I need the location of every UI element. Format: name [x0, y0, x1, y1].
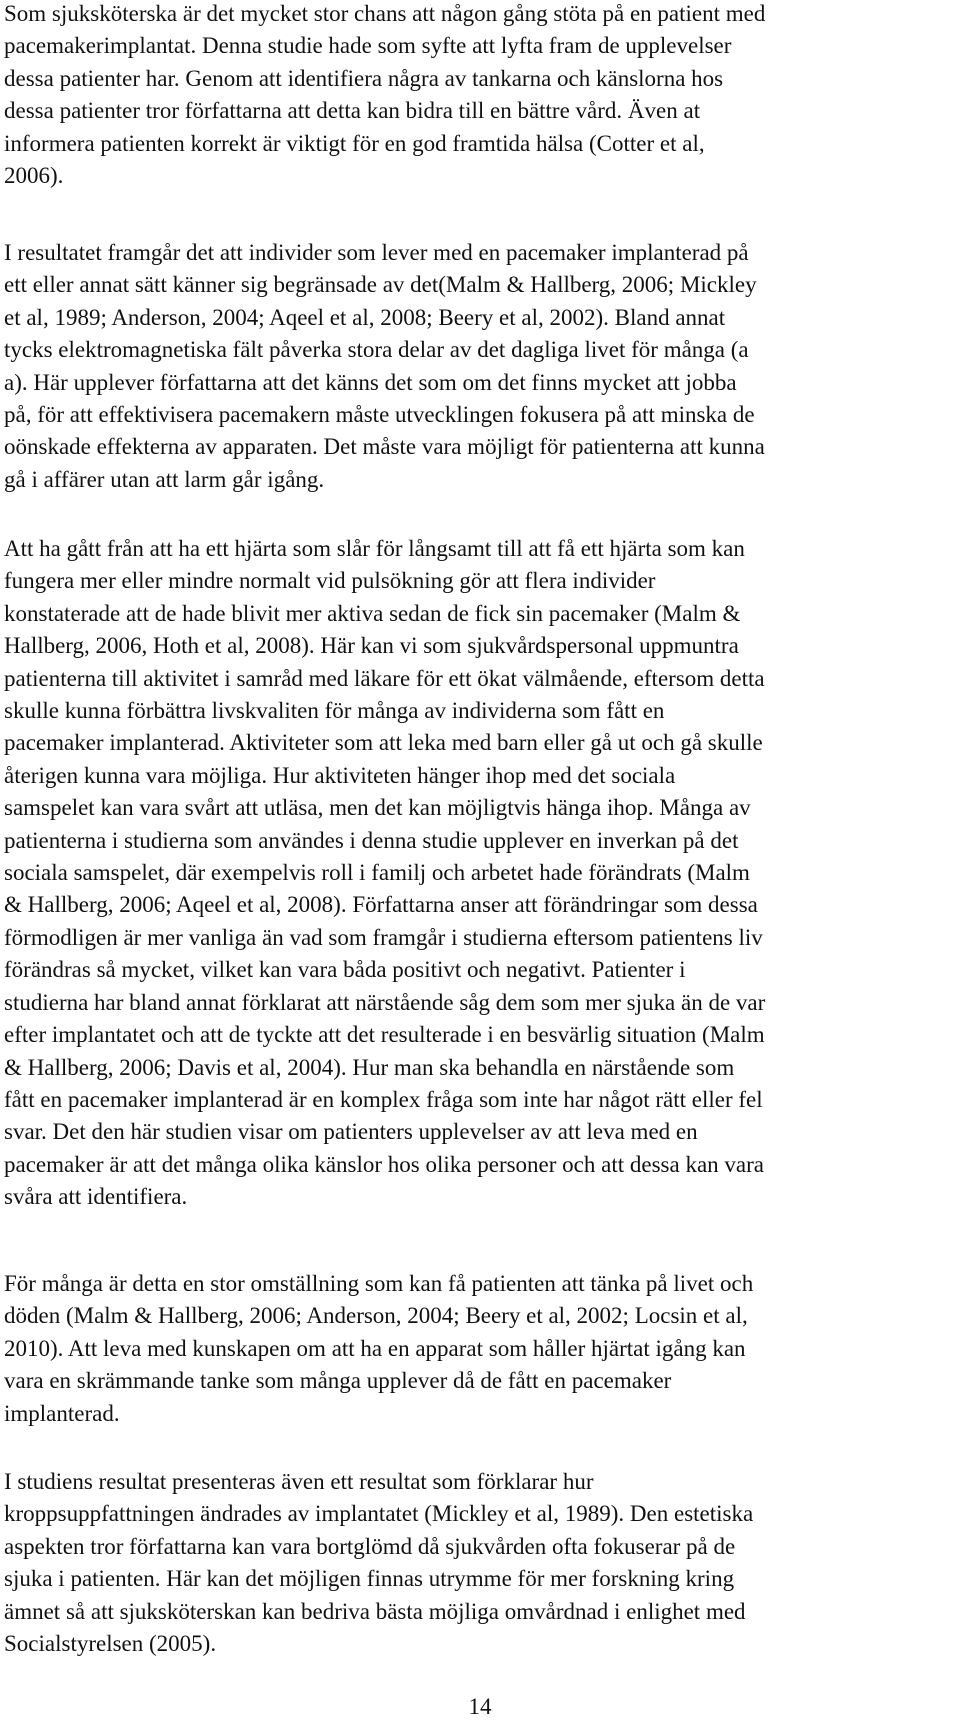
text-line: svåra att identifiera.	[4, 1184, 188, 1210]
text-line: tycks elektromagnetiska fält påverka stora delar av det dagliga livet för många (a	[4, 337, 749, 363]
text-line: Som sjuksköterska är det mycket stor chans att någon gång stöta på en patient med	[4, 1, 766, 26]
text-line: på, för att effektivisera pacemakern måste utvecklingen fokusera på att minska de	[4, 402, 755, 428]
paragraph-5	[4, 1466, 753, 1660]
text-line: patienterna i studierna som användes i denna studie upplever en inverkan på det	[4, 827, 739, 853]
text-line: 2010). Att leva med kunskapen om att ha en apparat som håller hjärtat igång kan	[4, 1335, 746, 1361]
text-line: I studiens resultat presenteras även ett resultat som förklarar hur	[4, 1469, 594, 1494]
text-line: ämnet så att sjuksköterskan kan bedriva bästa möjliga omvårdnad i enlighet med	[4, 1598, 746, 1624]
text-line: informera patienten korrekt är viktigt för en god framtida hälsa (Cotter et al,	[4, 130, 705, 156]
text-line: konstaterade att de hade blivit mer aktiva sedan de fick sin pacemaker (Malm &	[4, 600, 741, 626]
text-line: förmodligen är mer vanliga än vad som framgår i studierna eftersom patientens liv	[4, 924, 763, 950]
text-line: et al, 1989; Anderson, 2004; Aqeel et al, 2008; Beery et al, 2002). Bland annat	[4, 304, 726, 330]
text-line: samspelet kan vara svårt att utläsa, men det kan möjligtvis hänga ihop. Många av	[4, 795, 751, 821]
text-line: svar. Det den här studien visar om patienters upplevelser av att leva med en	[4, 1119, 698, 1145]
text-line: dessa patienter har. Genom att identifiera några av tankarna och känslorna hos	[4, 65, 724, 91]
paragraph-2	[4, 237, 765, 496]
text-line: pacemaker är att det många olika känslor hos olika personer och att dessa kan vara	[4, 1151, 764, 1177]
paragraph-4	[4, 1268, 753, 1430]
text-line: 2006).	[4, 163, 64, 189]
text-line: vara en skrämmande tanke som många upplever då de fått en pacemaker	[4, 1368, 672, 1394]
text-line: oönskade effekterna av apparaten. Det måste vara möjligt för patienterna att kunna	[4, 434, 765, 460]
text-line: aspekten tror författarna kan vara bortglömd då sjukvården ofta fokuserar på de	[4, 1533, 736, 1559]
text-line: döden (Malm & Hallberg, 2006; Anderson, 2004; Beery et al, 2002; Locsin et al,	[4, 1303, 748, 1329]
text-line: Att ha gått från att ha ett hjärta som slår för långsamt till att få ett hjärta som kan	[4, 536, 745, 561]
text-line: studierna har bland annat förklarat att närstående såg dem som mer sjuka än de var	[4, 989, 766, 1015]
text-line: sjuka i patienten. Här kan det möjligen finnas utrymme för mer forskning kring	[4, 1566, 735, 1592]
text-line: patienterna till aktivitet i samråd med läkare för ett ökat välmående, eftersom detta	[4, 665, 765, 691]
text-line: sociala samspelet, där exempelvis roll i familj och arbetet hade förändrats (Malm	[4, 860, 750, 886]
text-line: återigen kunna vara möjliga. Hur aktiviteten hänger ihop med det sociala	[4, 762, 676, 788]
page-number: 14	[468, 1694, 492, 1719]
text-line: gå i affärer utan att larm går igång.	[4, 466, 325, 492]
text-line: fått en pacemaker implanterad är en komplex fråga som inte har något rätt eller fel	[4, 1086, 763, 1112]
text-line: Hallberg, 2006, Hoth et al, 2008). Här kan vi som sjukvårdspersonal uppmuntra	[4, 633, 739, 659]
text-line: skulle kunna förbättra livskvaliten för många av individerna som fått en	[4, 698, 665, 724]
text-line: kroppsuppfattningen ändrades av implantatet (Mickley et al, 1989). Den estetiska	[4, 1501, 754, 1527]
text-line: dessa patienter tror författarna att detta kan bidra till en bättre vård. Även at	[4, 98, 701, 124]
text-line: efter implantatet och att de tyckte att det resulterade i en besvärlig situation (Malm	[4, 1022, 765, 1048]
paragraph-1	[4, 0, 765, 192]
text-line: ett eller annat sätt känner sig begränsade av det(Malm & Hallberg, 2006; Mickley	[4, 272, 757, 298]
text-line: & Hallberg, 2006; Davis et al, 2004). Hur man ska behandla en närstående som	[4, 1054, 735, 1080]
text-line: implanterad.	[4, 1400, 120, 1426]
text-line: & Hallberg, 2006; Aqeel et al, 2008). Författarna anser att förändringar som dessa	[4, 892, 758, 918]
text-line: För många är detta en stor omställning som kan få patienten att tänka på livet och	[4, 1271, 754, 1296]
text-line: pacemakerimplantat. Denna studie hade som syfte att lyfta fram de upplevelser	[4, 33, 732, 59]
paragraph-3	[4, 533, 765, 1214]
text-line: pacemaker implanterad. Aktiviteter som att leka med barn eller gå ut och gå skulle	[4, 730, 763, 756]
text-line: förändras så mycket, vilket kan vara båda positivt och negativt. Patienter i	[4, 957, 686, 983]
text-line: I resultatet framgår det att individer som lever med en pacemaker implanterad på	[4, 240, 749, 265]
text-line: a). Här upplever författarna att det känns det som om det finns mycket att jobba	[4, 369, 737, 395]
text-line: fungera mer eller mindre normalt vid pulsökning gör att flera individer	[4, 568, 656, 594]
text-line: Socialstyrelsen (2005).	[4, 1631, 217, 1657]
